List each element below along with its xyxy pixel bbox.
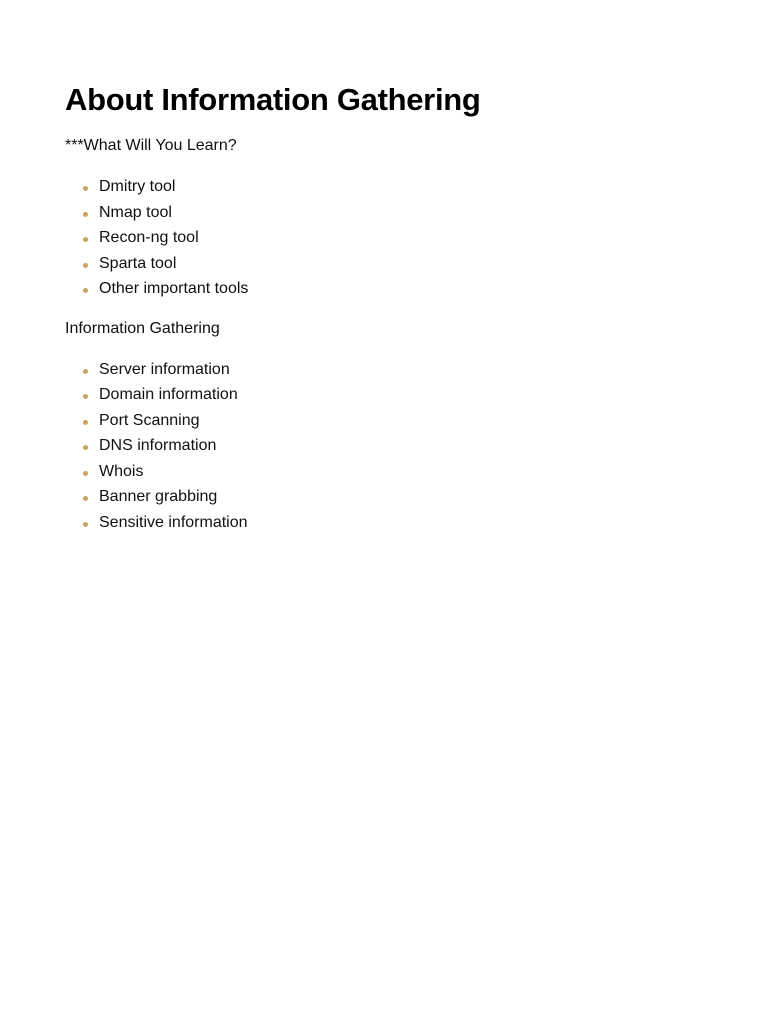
list-item-label: Other important tools <box>99 280 249 297</box>
list-item-label: Whois <box>99 462 144 480</box>
list-item-label: Recon-ng tool <box>99 229 199 246</box>
list-item <box>83 408 703 434</box>
list-item <box>83 510 703 536</box>
bullet-icon <box>83 212 88 217</box>
list-item-label: Server information <box>99 360 230 378</box>
gathering-list <box>65 357 703 536</box>
list-item <box>83 200 703 226</box>
bullet-icon <box>83 394 88 399</box>
section-heading: Information Gathering <box>65 319 220 337</box>
learn-list <box>65 174 703 302</box>
list-item-label: Banner grabbing <box>99 488 218 505</box>
list-item <box>83 382 703 408</box>
bullet-icon <box>83 237 88 242</box>
list-item-label: Domain information <box>99 386 238 403</box>
bullet-icon <box>83 445 88 450</box>
list-item <box>83 251 703 277</box>
bullet-icon <box>83 186 88 191</box>
page-title: About Information Gathering <box>65 82 481 117</box>
bullet-icon <box>83 420 88 425</box>
intro-text: ***What Will You Learn? <box>65 137 237 154</box>
bullet-icon <box>83 288 88 293</box>
list-item-label: Sparta tool <box>99 254 177 272</box>
list-item-label: Sensitive information <box>99 513 248 531</box>
bullet-icon <box>83 369 88 374</box>
list-item <box>83 174 703 200</box>
bullet-icon <box>83 263 88 268</box>
list-item <box>83 484 703 510</box>
bullet-icon <box>83 522 88 527</box>
bullet-icon <box>83 471 88 476</box>
list-item <box>83 433 703 459</box>
list-item-label: Port Scanning <box>99 411 200 429</box>
list-item <box>83 276 703 302</box>
bullet-icon <box>83 496 88 501</box>
list-item <box>83 225 703 251</box>
list-item-label: DNS information <box>99 437 217 454</box>
list-item <box>83 357 703 383</box>
list-item <box>83 459 703 485</box>
list-item-label: Nmap tool <box>99 203 172 221</box>
list-item-label: Dmitry tool <box>99 178 176 195</box>
